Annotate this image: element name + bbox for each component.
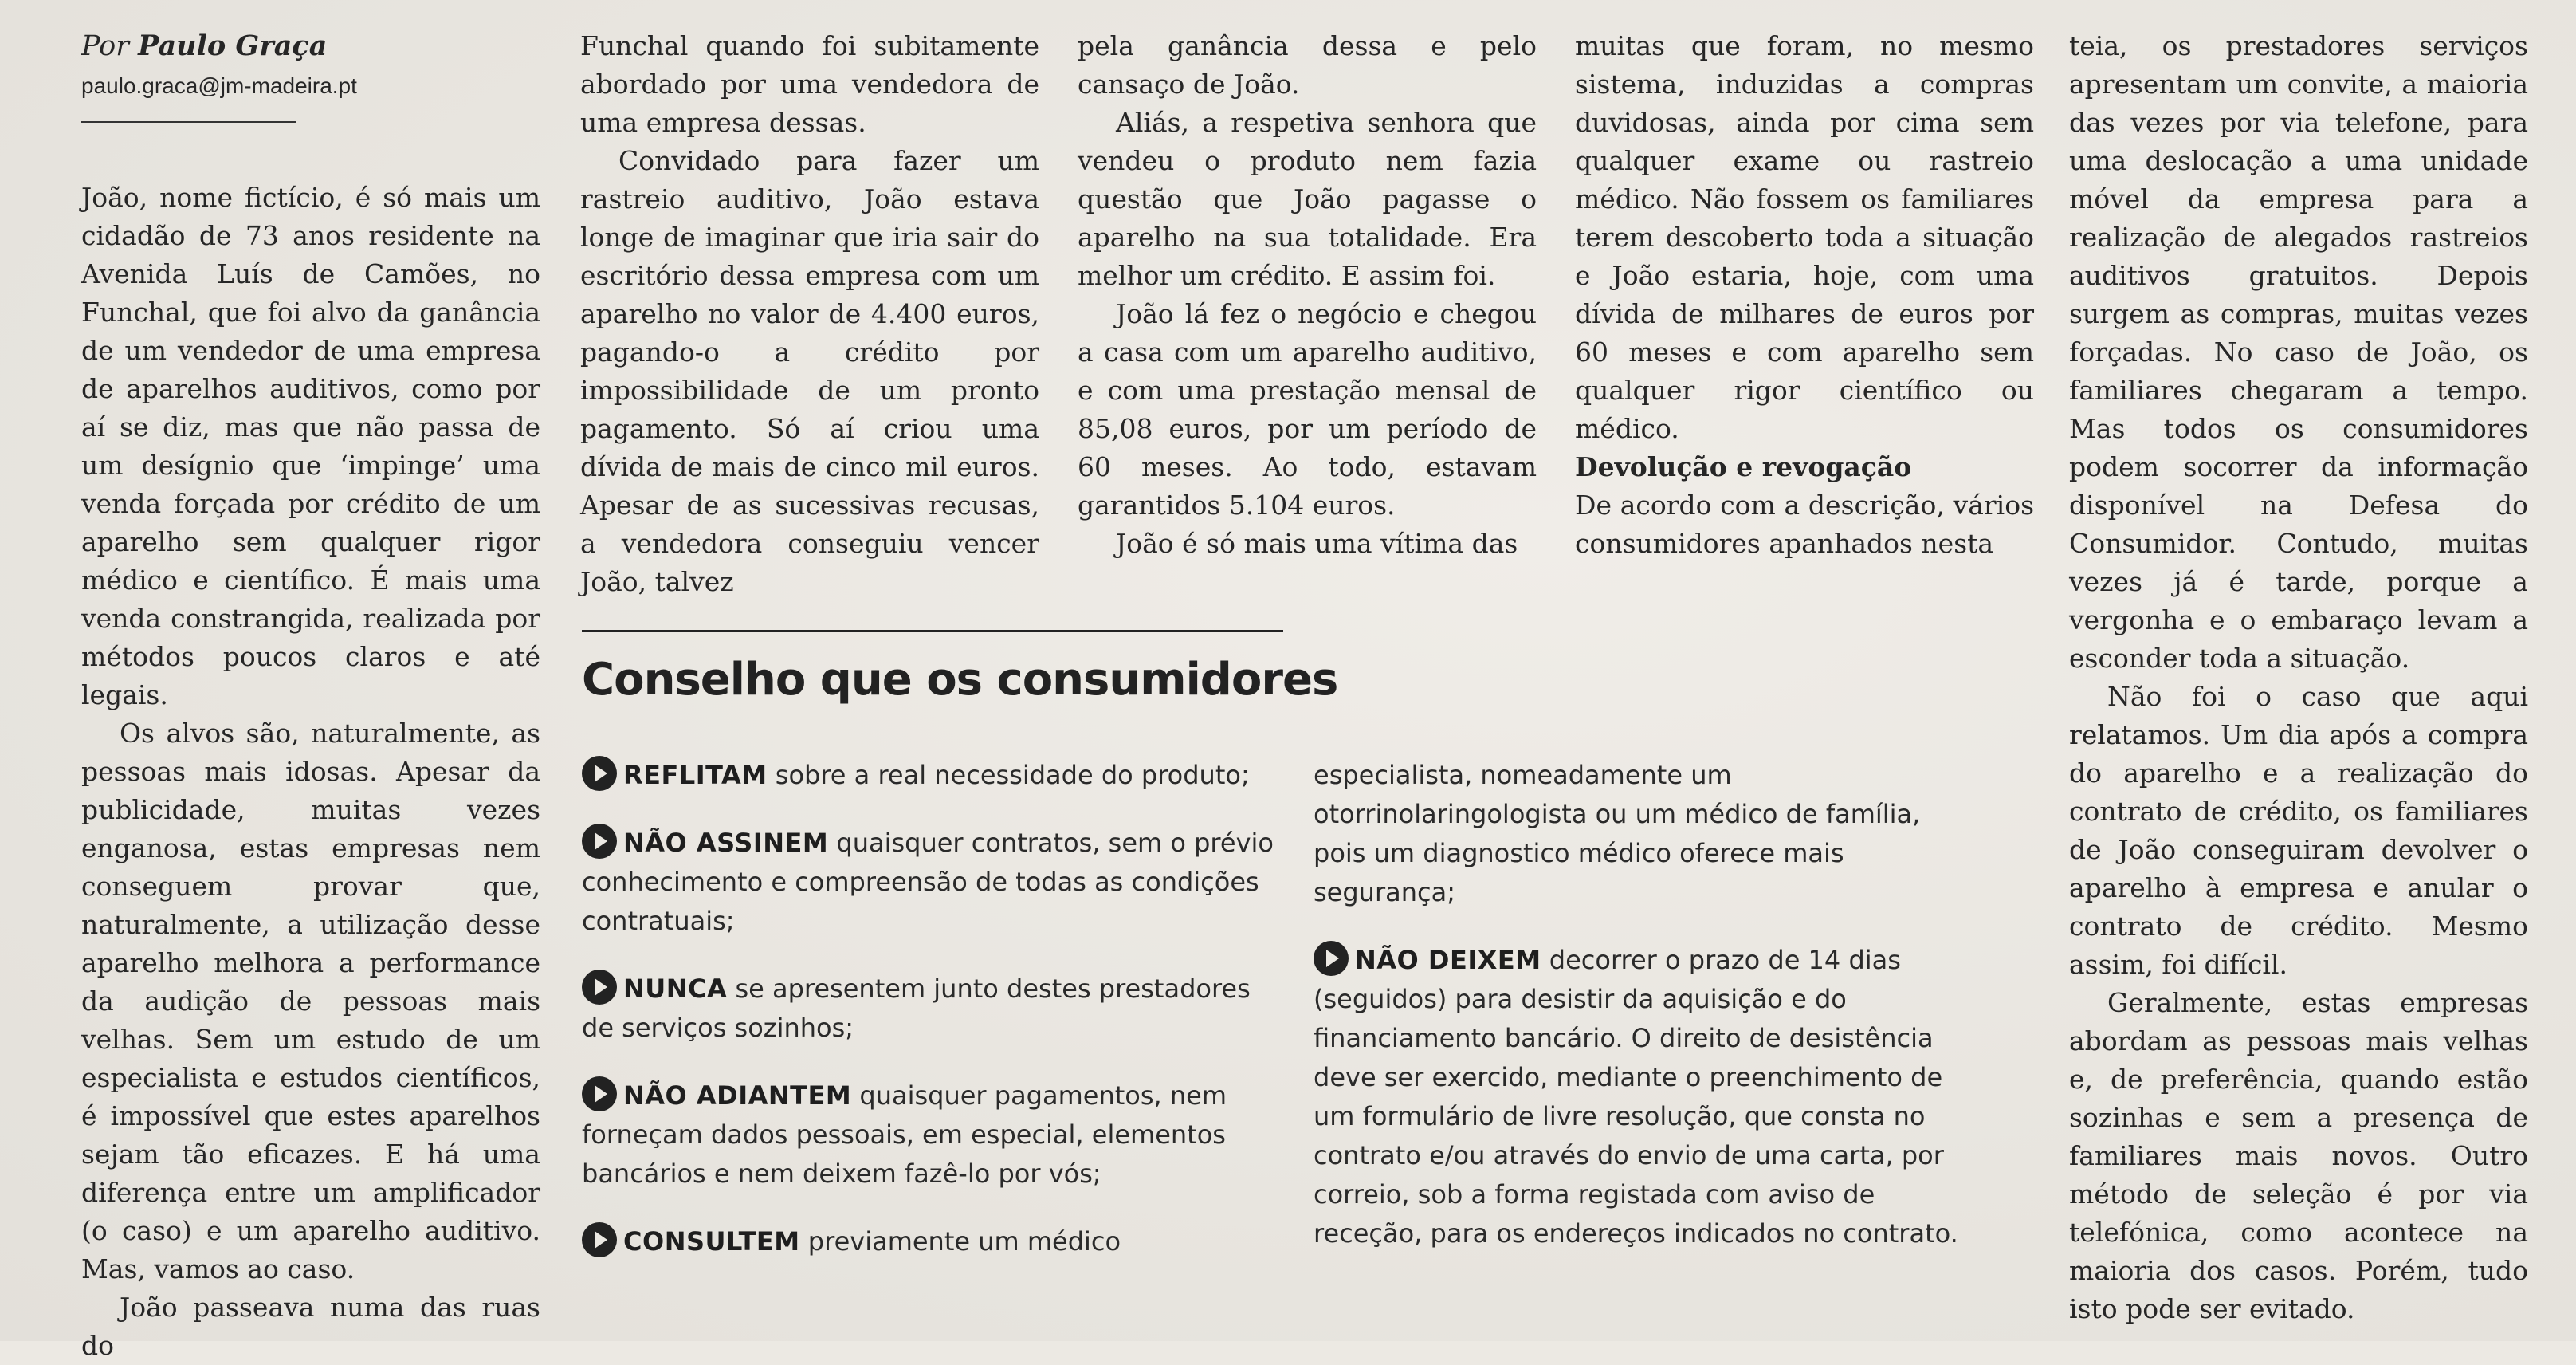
arrow-bullet-icon xyxy=(582,824,617,859)
advice-item: CONSULTEM previamente um médico xyxy=(582,1222,1283,1261)
advice-item-continuation: especialista, nomeadamente um otorrinolaringologista ou um médico de família, pois um diagnostico médico oferece mais segurança; xyxy=(1314,760,1921,907)
paragraph: Aliás, a respetiva senhora que vendeu o produto nem fazia questão que João pagasse o aparelho na sua totalidade. Era melhor um crédito. E assim foi. xyxy=(1078,107,1537,291)
section-subheading: Devolução e revogação xyxy=(1575,451,1912,482)
paragraph: De acordo com a descrição, vários consumidores apanhados nesta xyxy=(1575,490,2034,559)
advice-list-left xyxy=(582,756,1283,1290)
byline-author: Paulo Graça xyxy=(138,30,328,62)
paragraph: Funchal quando foi subitamente abordado por uma vendedora de uma empresa dessas. xyxy=(580,30,1039,138)
byline-prefix: Por xyxy=(81,30,129,62)
arrow-bullet-icon xyxy=(582,1222,617,1257)
paragraph: pela ganância dessa e pelo cansaço de João. xyxy=(1078,30,1537,100)
advice-item: NÃO DEIXEM decorrer o prazo de 14 dias (seguidos) para desistir da aquisição e do financiamento bancário. O direito de desistência deve ser exercido, mediante o preenchimento de um formulário de livre resolução, que consta no contrato e/ou através do envio de uma carta, por correio, sob a forma registada com aviso de receção, para os endereços indicados no contrato. xyxy=(1314,941,1967,1253)
advice-item: REFLITAM sobre a real necessidade do produto; xyxy=(582,756,1283,795)
paragraph: Os alvos são, naturalmente, as pessoas mais idosas. Apesar da publicidade, muitas vezes enganosa, estas empresas nem conseguem provar que, naturalmente, a utilização desse aparelho melhora a performance da audição de pessoas mais velhas. Sem um estudo de um especialista e estudos científicos, é impossível que estes aparelhos sejam tão eficazes. E há uma diferença entre um amplificador (o caso) e um aparelho auditivo. Mas, vamos ao caso. xyxy=(81,718,540,1284)
advice-list-right xyxy=(1314,756,1967,1282)
article-column-3 xyxy=(1078,27,1537,563)
paragraph: muitas que foram, no mesmo sistema, induzidas a compras duvidosas, ainda por cima sem qualquer exame ou rastreio médico. Não fossem os familiares terem descoberto toda a situação e João estaria, hoje, com uma dívida de milhares de euros por 60 meses e com aparelho sem qualquer rigor científico ou médico. xyxy=(1575,30,2034,444)
arrow-bullet-icon xyxy=(582,1076,617,1111)
paragraph: João lá fez o negócio e chegou a casa com um aparelho auditivo, e com uma prestação mensal de 85,08 euros, por um período de 60 meses. Ao todo, estavam garantidos 5.104 euros. xyxy=(1078,298,1537,521)
article-column-2 xyxy=(580,27,1039,601)
paragraph: João é só mais uma vítima das xyxy=(1116,528,1518,559)
advice-box-divider xyxy=(582,630,1283,632)
advice-item: NUNCA se apresentem junto destes prestadores de serviços sozinhos; xyxy=(582,970,1283,1048)
paragraph: teia, os prestadores serviços apresentam um convite, a maioria das vezes por via telefone, para uma deslocação a uma unidade móvel da empresa para a realização de alegados rastreios auditivos gratuitos. Depois surgem as compras, muitas vezes forçadas. No caso de João, os familiares chegaram a tempo. Mas todos os consumidores podem socorrer da informação disponível na Defesa do Consumidor. Contudo, muitas vezes já é tarde, porque a vergonha e o embaraço levam a esconder toda a situação. xyxy=(2069,30,2528,674)
advice-item: NÃO ASSINEM quaisquer contratos, sem o prévio conhecimento e compreensão de todas as condições contratuais; xyxy=(582,824,1283,941)
article-column-5 xyxy=(2069,27,2528,1328)
byline-divider xyxy=(81,121,296,123)
advice-box-title: Conselho que os consumidores xyxy=(582,654,1338,706)
arrow-bullet-icon xyxy=(1314,941,1349,976)
arrow-bullet-icon xyxy=(582,970,617,1005)
paragraph: Geralmente, estas empresas abordam as pessoas mais velhas e, de preferência, quando estão sozinhas e sem a presença de familiares mais novos. Outro método de seleção é por via telefónica, como acontece na maioria dos casos. Porém, tudo isto pode ser evitado. xyxy=(2069,987,2528,1324)
byline xyxy=(81,27,327,65)
article-column-4 xyxy=(1575,27,2034,563)
article-column-1 xyxy=(81,179,540,1365)
arrow-bullet-icon xyxy=(582,756,617,791)
paragraph: Convidado para fazer um rastreio auditivo, João estava longe de imaginar que iria sair do escritório dessa empresa com um aparelho no valor de 4.400 euros, pagando-o a crédito por impossibilidade de um pronto pagamento. Só aí criou uma dívida de mais de cinco mil euros. Apesar de as sucessivas recusas, a vendedora conseguiu vencer João, talvez xyxy=(580,145,1039,597)
advice-item: NÃO ADIANTEM quaisquer pagamentos, nem forneçam dados pessoais, em especial, elementos bancários e nem deixem fazê-lo por vós; xyxy=(582,1076,1283,1194)
paragraph: Não foi o caso que aqui relatamos. Um dia após a compra do aparelho e a realização do contrato de crédito, os familiares de João conseguiram devolver o aparelho à empresa e anular o contrato de crédito. Mesmo assim, foi difícil. xyxy=(2069,681,2528,980)
paragraph: João, nome fictício, é só mais um cidadão de 73 anos residente na Avenida Luís de Camões, no Funchal, que foi alvo da ganância de um vendedor de uma empresa de aparelhos auditivos, como por aí se diz, mas que não passa de um desígnio que ‘impinge’ uma venda forçada por crédito de um aparelho sem qualquer rigor médico e científico. É mais uma venda constrangida, realizada por métodos poucos claros e até legais. xyxy=(81,182,540,710)
paragraph: João passeava numa das ruas do xyxy=(81,1292,540,1361)
author-email: paulo.graca@jm-madeira.pt xyxy=(81,73,357,98)
